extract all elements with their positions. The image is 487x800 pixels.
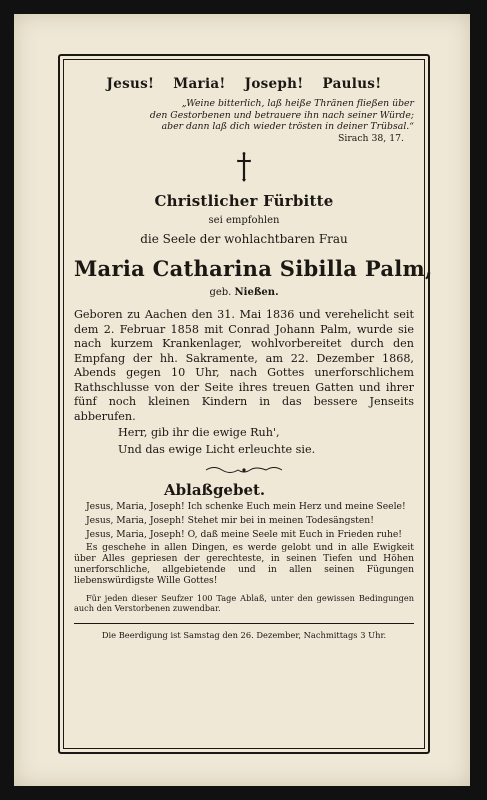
card-content (74, 68, 433, 640)
prayer-line: Es geschehe in allen Dingen, es werde gelobt und in alle Ewigkeit über Alles gepriesen der gerechteste, in seinen Tiefen und Höhen unerforschliche, allgebietende und in allen seinen Fügungen liebenswürdigste Wille Gottes! (74, 542, 414, 586)
subtitle: sei empfohlen (208, 215, 280, 226)
verse-line: Und das ewige Licht erleuchte sie. (118, 442, 316, 456)
prayer-line: Jesus, Maria, Joseph! Ich schenke Euch mein Herz und meine Seele! (86, 501, 406, 512)
prayer-line: Jesus, Maria, Joseph! Stehet mir bei in meinen Todesängsten! (86, 514, 374, 526)
verse-line: Herr, gib ihr die ewige Ruh', (118, 426, 280, 439)
invocation-heading: Jesus! Maria! Joseph! Paulus! (106, 76, 382, 92)
prayer-title: Ablaßgebet. (164, 481, 266, 499)
biography-text: Geboren zu Aachen den 31. Mai 1836 und verehelicht seit dem 2. Februar 1858 mit Conrad Johann Palm, wurde sie nach kurzem Krankenlager, wohlvorbereitet durch den Empfang der hh. Sakramente, am 22. Dezember 1868, Abends gegen 10 Uhr, nach Gottes unerforschlichem Rathschlusse von der Seite ihres treuen Gatten und ihrer fünf noch kleinen Kindern in das bessere Jenseits abberufen. (74, 308, 414, 423)
footer-rule (74, 623, 414, 624)
ornament-divider (204, 465, 284, 475)
prayer-line: Jesus, Maria, Joseph! O, daß meine Seele mit Euch in Frieden ruhe! (86, 528, 402, 540)
quote-line: „Weine bitterlich, laß heiße Thränen fließen über (181, 98, 414, 109)
funeral-notice: Die Beerdigung ist Samstag den 26. Dezember, Nachmittags 3 Uhr. (101, 629, 387, 640)
maiden-prefix: geb. (209, 287, 232, 298)
quote-citation: Sirach 38, 17. (337, 132, 404, 144)
maiden-name (74, 287, 414, 298)
deceased-name: Maria Catharina Sibilla Palm, (74, 256, 433, 281)
quote-line: den Gestorbenen und betrauere ihn nach seiner Würde; (149, 109, 414, 121)
indulgence-note: Für jeden dieser Seufzer 100 Tage Ablaß, unter den gewissen Bedingungen auch den Verstorbenen zuwendbar. (74, 592, 414, 613)
cross-icon (237, 152, 251, 182)
memorial-card (14, 14, 470, 786)
maiden-surname: Nießen. (234, 287, 279, 298)
card-title: Christlicher Fürbitte (154, 192, 334, 210)
scripture-quote (74, 98, 414, 144)
quote-line: aber dann laß dich wieder trösten in deiner Trübsal.“ (161, 121, 414, 132)
intro-line: die Seele der wohlachtbaren Frau (140, 232, 348, 246)
border-frame (58, 54, 433, 754)
